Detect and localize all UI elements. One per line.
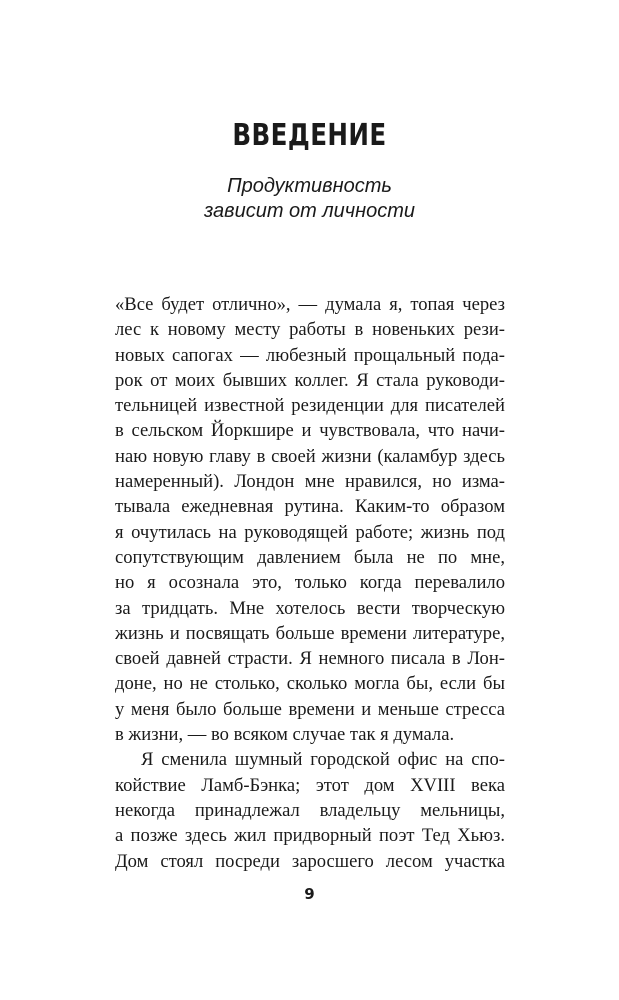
subtitle-line: Продуктивность xyxy=(227,175,392,197)
text-line: тельницей известной резиденции для писателей xyxy=(115,395,505,417)
text-line: у меня было больше времени и меньше стресса xyxy=(115,698,505,720)
text-line: за тридцать. Мне хотелось вести творческую xyxy=(115,597,505,619)
text-line: Дом стоял посреди заросшего лесом участка xyxy=(115,850,505,872)
text-line: своей давней страсти. Я немного писала в Лон- xyxy=(115,648,505,670)
text-line: лес к новому месту работы в новеньких рези- xyxy=(115,319,505,341)
chapter-subtitle xyxy=(0,174,619,224)
text-line: тывала ежедневная рутина. Каким-то образом xyxy=(115,496,505,518)
text-line: жизнь и посвящать больше времени литературе, xyxy=(115,622,505,644)
body-text xyxy=(115,292,505,874)
text-line: намеренный). Лондон мне нравился, но изма- xyxy=(115,471,505,493)
paragraph xyxy=(115,747,505,873)
chapter-title: ВВЕДЕНИЕ xyxy=(232,118,387,153)
page-number: 9 xyxy=(304,885,315,903)
text-line: в сельском Йоркшире и чувствовала, что начи- xyxy=(115,420,505,442)
text-line: я очутилась на руководящей работе; жизнь под xyxy=(115,521,505,543)
text-line: доне, но не столько, сколько могла бы, если бы xyxy=(115,673,505,695)
text-line: сопутствующим давлением была не по мне, xyxy=(115,546,505,568)
text-line: в жизни, — во всяком случае так я думала. xyxy=(115,724,455,746)
subtitle-line: зависит от личности xyxy=(203,200,416,222)
text-line: новых сапогах — любезный прощальный пода- xyxy=(115,344,505,366)
text-line: некогда принадлежал владельцу мельницы, xyxy=(115,799,505,821)
text-line: а позже здесь жил придворный поэт Тед Хьюз. xyxy=(115,825,505,847)
text-line: рок от моих бывших коллег. Я стала руководи- xyxy=(115,369,505,391)
text-line: койствие Ламб-Бэнка; этот дом XVIII века xyxy=(115,774,505,796)
text-line: но я осознала это, только когда перевалило xyxy=(115,572,505,594)
text-line: Я сменила шумный городской офис на спо- xyxy=(141,749,505,771)
text-line: наю новую главу в своей жизни (каламбур здесь xyxy=(115,445,505,467)
text-line: «Все будет отлично», — думала я, топая через xyxy=(115,294,505,315)
paragraph xyxy=(115,292,505,747)
